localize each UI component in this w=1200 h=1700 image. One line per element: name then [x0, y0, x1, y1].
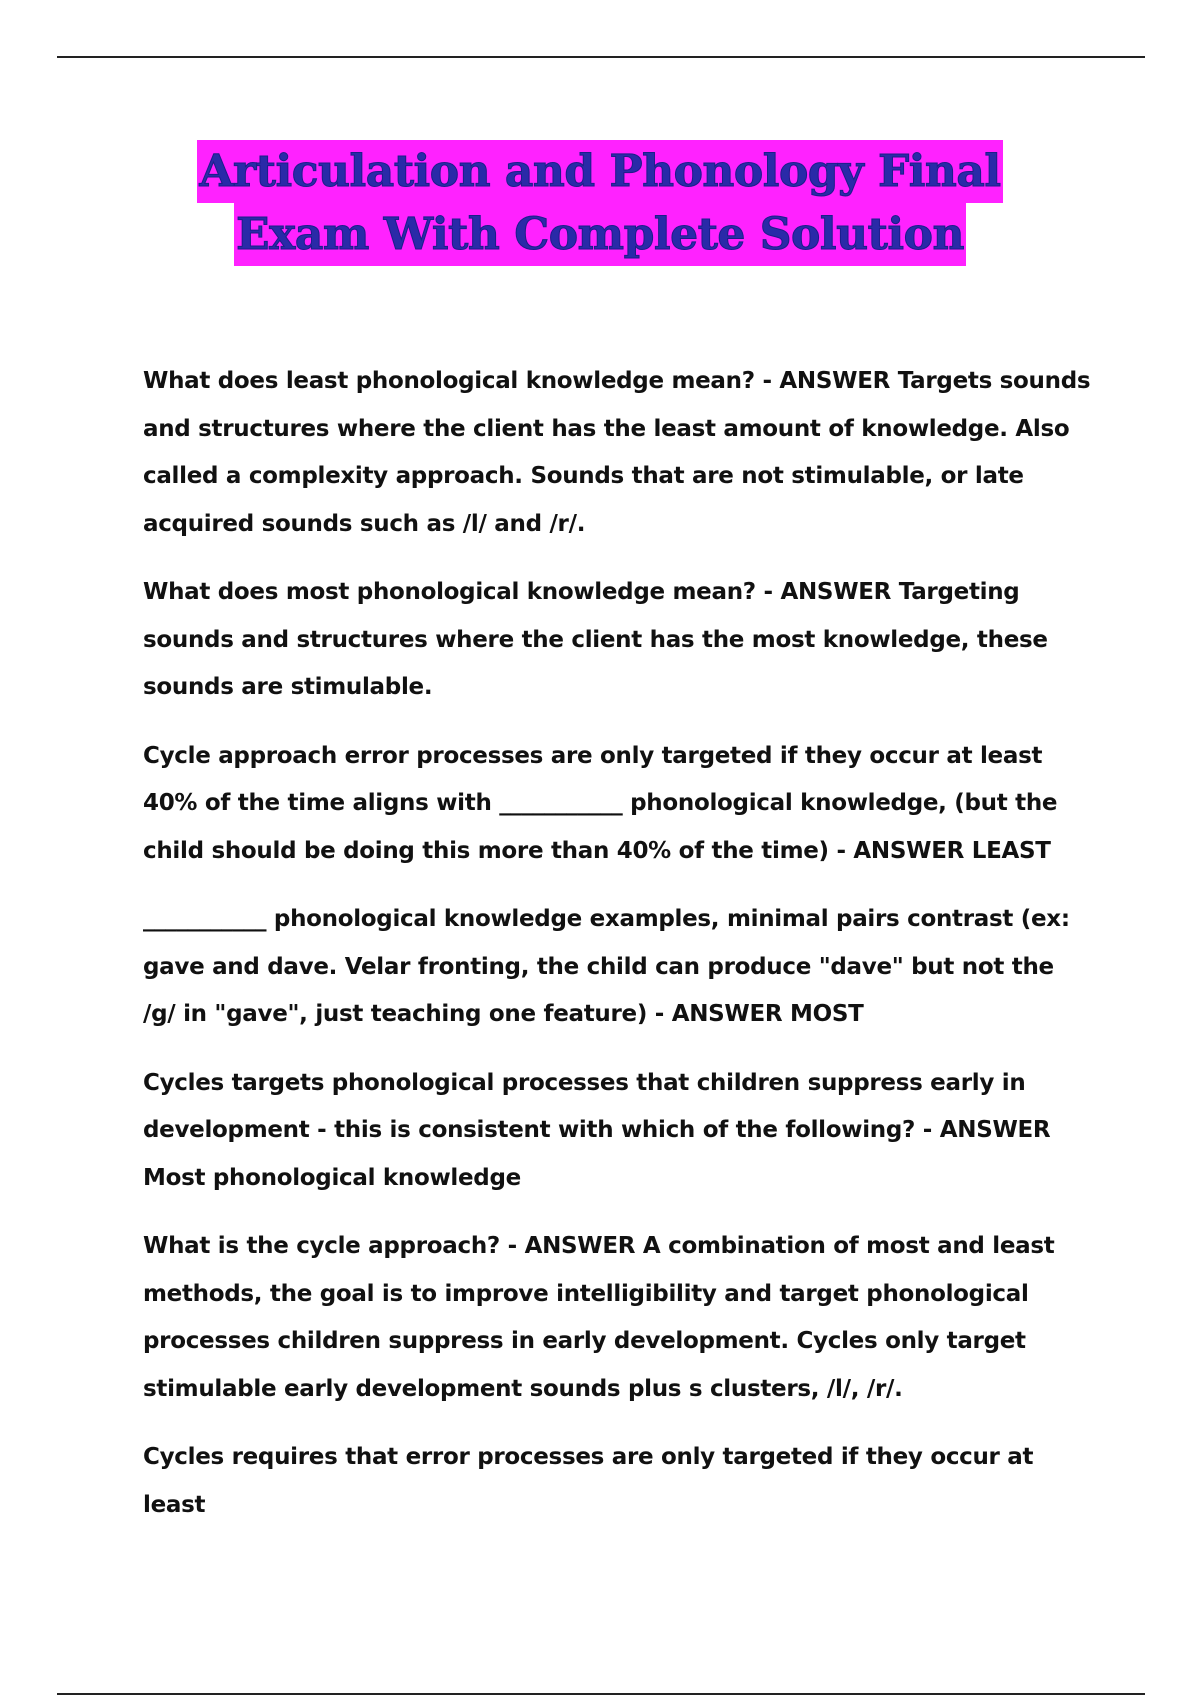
qa-item: Cycles requires that error processes are only targeted if they occur at least	[143, 1444, 1034, 1518]
qa-item: Cycles targets phonological processes that children suppress early in development - this is consistent with which of the following? - ANSWER Most phonological knowledge	[143, 1069, 1051, 1191]
qa-item: What does most phonological knowledge mean? - ANSWER Targeting sounds and structures where the client has the most knowledge, these sounds are stimulable.	[143, 579, 1048, 700]
document-title	[0, 140, 1200, 266]
title-line-2: Exam With Complete Solution	[234, 203, 966, 266]
qa-list	[143, 358, 1093, 1550]
top-divider	[57, 56, 1145, 58]
bottom-divider	[57, 1693, 1145, 1695]
qa-item: What is the cycle approach? - ANSWER A combination of most and least methods, the goal is to improve intelligibility and target phonological processes children suppress in early development. Cycles only target stimulable early development sounds plus s clusters, /l/, /r/.	[143, 1233, 1055, 1402]
qa-item: Cycle approach error processes are only targeted if they occur at least 40% of the time aligns with ___________ phonological knowledge, (but the child should be doing this more than 40% of the time) - ANSWER LEAST	[143, 742, 1058, 864]
qa-item: What does least phonological knowledge mean? - ANSWER Targets sounds and structures where the client has the least amount of knowledge. Also called a complexity approach. Sounds that are not stimulable, or late acquired sounds such as /l/ and /r/.	[143, 368, 1091, 537]
qa-item: ___________ phonological knowledge examples, minimal pairs contrast (ex: gave and dave. Velar fronting, the child can produce "dave" but not the /g/ in "gave", just teaching one feature) - ANSWER MOST	[143, 906, 1070, 1027]
title-line-1: Articulation and Phonology Final	[197, 140, 1002, 203]
